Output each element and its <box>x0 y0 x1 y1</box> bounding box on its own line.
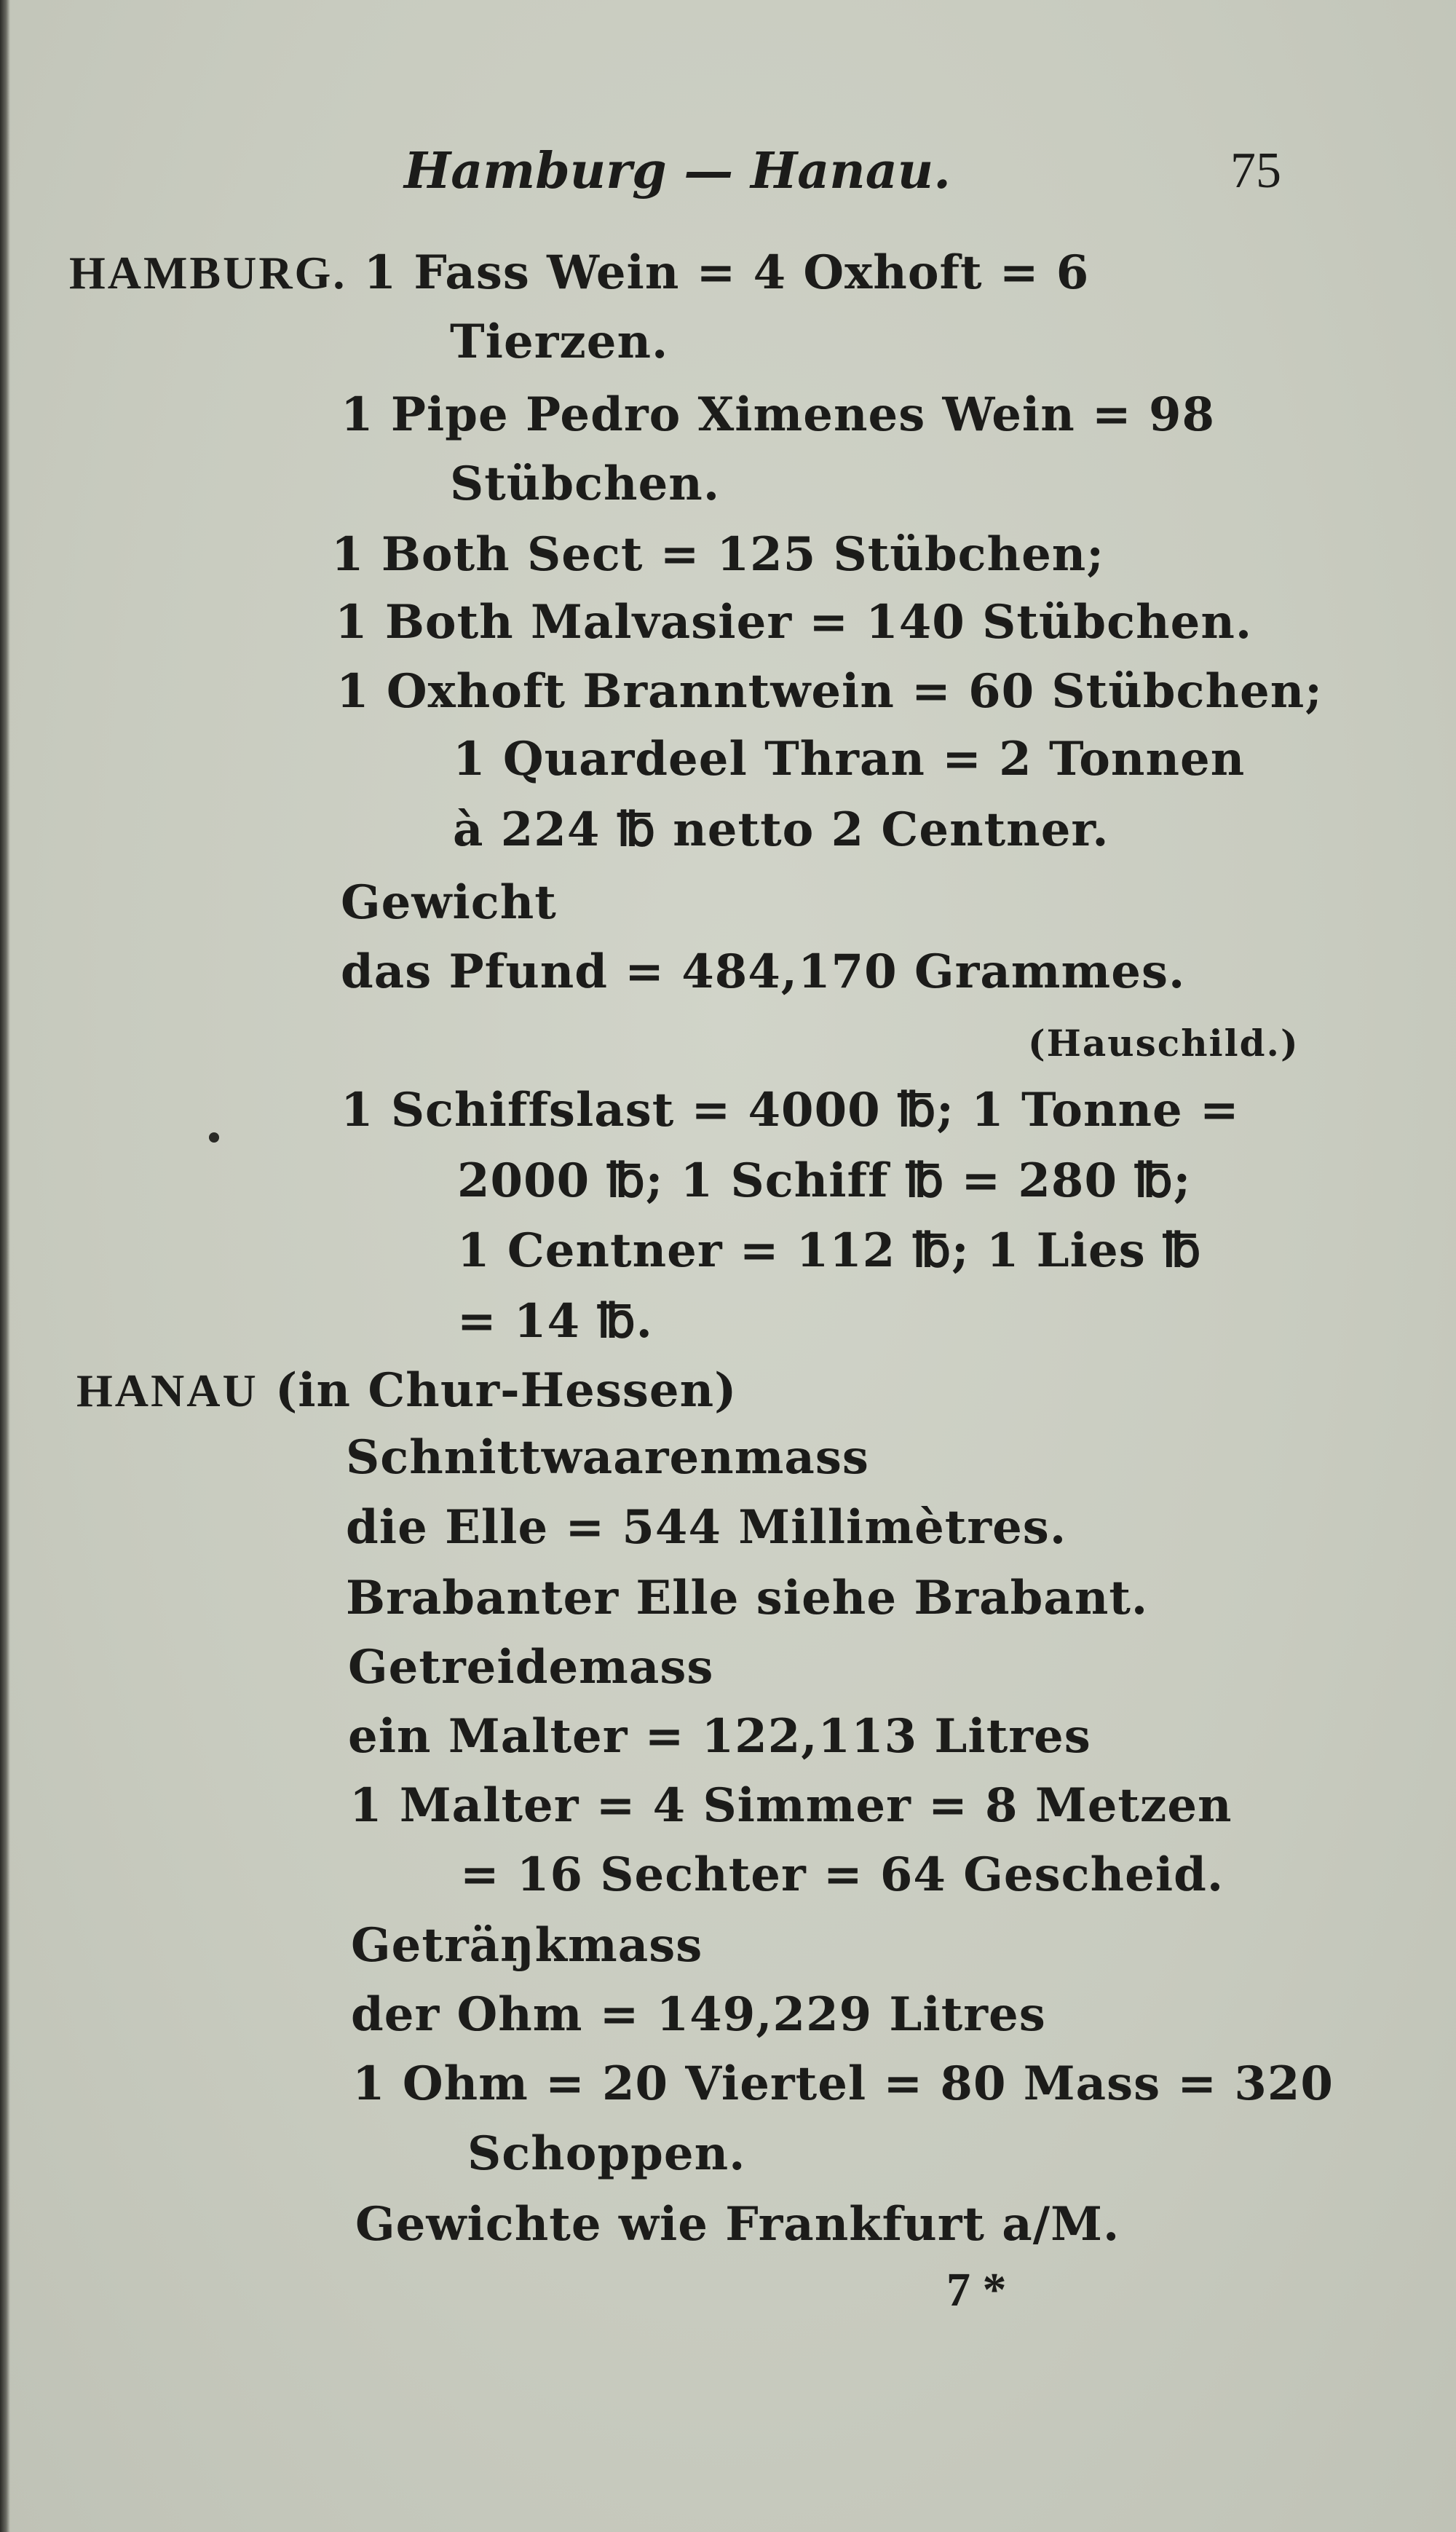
running-header: Hamburg — Hanau. <box>404 142 951 200</box>
hanau-ohm-eq: 1 Ohm = 20 Viertel = 80 Mass = 320 <box>352 2056 1334 2111</box>
hanau-heading: HANAU <box>76 1365 258 1416</box>
hanau-malter: ein Malter = 122,113 Litres <box>348 1709 1091 1764</box>
page-number: 75 <box>1230 143 1281 199</box>
hamburg-heading: HAMBURG. <box>69 247 347 299</box>
hanau-brabanter: Brabanter Elle siehe Brabant. <box>346 1571 1149 1625</box>
hamburg-both-malvasier: 1 Both Malvasier = 140 Stübchen. <box>335 595 1253 650</box>
hanau-malter-eq: 1 Malter = 4 Simmer = 8 Metzen <box>349 1778 1233 1833</box>
hanau-elle: die Elle = 544 Millimètres. <box>346 1500 1067 1555</box>
hanau-ohm-eq-cont: Schoppen. <box>467 2126 746 2181</box>
hanau-entry-line <box>76 1362 737 1420</box>
hanau-malter-eq-cont: = 16 Sechter = 64 Gescheid. <box>460 1847 1224 1902</box>
hamburg-pfund: das Pfund = 484,170 Grammes. <box>341 944 1186 999</box>
hamburg-schiffslast-cont-3: = 14 ℔. <box>457 1294 653 1349</box>
hanau-region: (in Chur-Hessen) <box>274 1363 737 1418</box>
hamburg-schiffslast-cont-2: 1 Centner = 112 ℔; 1 Lies ℔ <box>457 1223 1202 1278</box>
hamburg-schiffslast-cont-1: 2000 ℔; 1 Schiff ℔ = 280 ℔; <box>457 1153 1192 1208</box>
ink-speck <box>209 1132 219 1143</box>
hanau-getraenk-label: Geträŋkmass <box>351 1918 703 1973</box>
hamburg-schiffslast: 1 Schiffslast = 4000 ℔; 1 Tonne = <box>341 1083 1240 1137</box>
hamburg-source: (Hauschild.) <box>1028 1022 1299 1065</box>
hamburg-pipe-line: 1 Pipe Pedro Ximenes Wein = 98 <box>341 387 1215 442</box>
hanau-gewichte: Gewichte wie Frankfurt a/M. <box>355 2197 1120 2252</box>
hanau-getreide-label: Getreidemass <box>348 1640 714 1695</box>
page-edge <box>0 0 10 2532</box>
hamburg-quardeel: 1 Quardeel Thran = 2 Tonnen <box>453 732 1246 786</box>
signature-mark: 7 * <box>946 2263 1007 2316</box>
hamburg-fass-line: 1 Fass Wein = 4 Oxhoft = 6 <box>363 245 1090 300</box>
hamburg-pipe-cont: Stübchen. <box>450 457 721 511</box>
hamburg-fass-cont: Tierzen. <box>450 315 669 369</box>
hamburg-quardeel-cont: à 224 ℔ netto 2 Centner. <box>453 802 1109 857</box>
hamburg-both-sect: 1 Both Sect = 125 Stübchen; <box>331 527 1104 582</box>
hamburg-entry-line <box>69 244 1089 302</box>
hamburg-oxhoft: 1 Oxhoft Branntwein = 60 Stübchen; <box>336 664 1323 719</box>
hamburg-gewicht-label: Gewicht <box>341 875 557 930</box>
hanau-schnitt-label: Schnittwaarenmass <box>346 1430 869 1485</box>
hanau-ohm: der Ohm = 149,229 Litres <box>351 1987 1046 2042</box>
